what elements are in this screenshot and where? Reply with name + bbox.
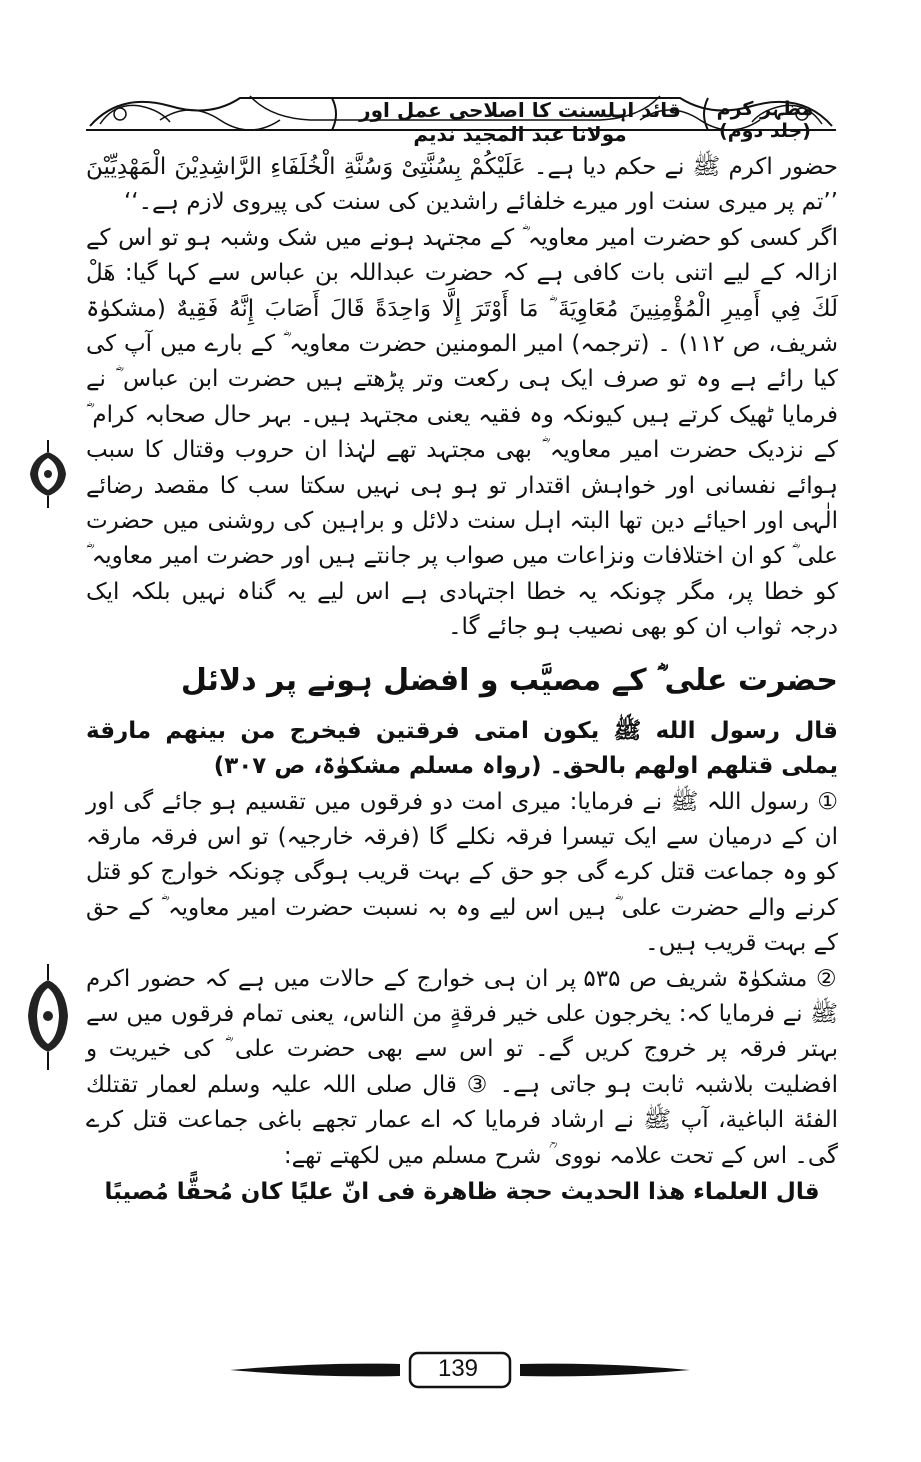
page-body (86, 150, 838, 1210)
page-number: 139 (437, 1355, 479, 1382)
point-two-three: ② مشکوٰۃ شریف ص ۵۳۵ پر ان ہی خوارج کے حالات میں ہے کہ حضور اکرم ﷺ نے فرمایا کہ: یخرجون علی خیر فرقةٍ من الناس، یعنی تمام فرقوں میں سے بہتر فرقہ پر خروج کریں گے۔ تو اس سے بھی حضرت علی ؓ کی خیریت و افضلیت بلاشبہ ثابت ہو جاتی ہے۔ ③ قال صلی اللہ علیہ وسلم لعمار تقتلك الفئة الباغیة، آپ ﷺ نے ارشاد فرمایا کہ اے عمار تجھے باغی جماعت قتل کرے گی۔ اس کے تحت علامہ نووی ؒ شرح مسلم میں لکھتے تھے: (86, 965, 838, 1169)
section-heading: حضرت علی ؓ کے مصیَّب و افضل ہونے پر دلائل (180, 662, 838, 698)
hadith-quote: قال رسول الله ﷺ یکون امتی فرقتین فیخرج من بینهم مارقة یملی قتلهم اولهم بالحق۔ (رواہ مسلم مشکوٰۃ، ص ۳۰۷) (86, 717, 838, 780)
paragraph-opening: حضور اکرم ﷺ نے حکم دیا ہے۔ عَلَیْکُمْ بِسُنَّتِیْ وَسُنَّةِ الْخُلَفَاءِ الرَّاشِدِیْنَ الْمَهْدِیِّیْنَ ’’تم پر میری سنت اور میرے خلفائے راشدین کی سنت کی پیروی لازم ہے۔‘‘ (86, 154, 838, 216)
paragraph-ijtihad: اگر کسی کو حضرت امیر معاویہ ؓ کے مجتہد ہونے میں شک وشبہ ہو تو اس کے ازالہ کے لیے اتنی بات کافی ہے کہ حضرت عبداللہ بن عباس سے کہا گیا: هَلْ لَكَ فِي أَمِيرِ الْمُؤْمِنِينَ مُعَاوِيَةَ ؓ مَا أَوْتَرَ إِلَّا وَاحِدَةً قَالَ أَصَابَ إِنَّهُ فَقِيهٌ (مشکوٰۃ شریف، ص ۱۱۲) ۔ (ترجمہ) امیر المومنین حضرت معاویہ ؓ کے بارے میں آپ کی کیا رائے ہے وہ تو صرف ایک ہی رکعت وتر پڑھتے ہیں حضرت ابن عباس ؓ نے فرمایا ٹھیک کرتے ہیں کیونکہ وہ فقیہ یعنی مجتہد ہیں۔ بہر حال صحابہ کرام ؓ کے نزدیک حضرت امیر معاویہ ؓ بھی مجتہد تھے لہٰذا ان حروب وقتال کا سبب ہوائے نفسانی اور خواہش اقتدار تو ہو ہی نہیں سکتا سب کا مقصد رضائے الٰہی اور احیائے دین تھا البتہ اہل سنت دلائل و براہین کی روشنی میں حضرت علی ؓ کو ان اختلافات ونزاعات میں صواب پر جانتے ہیں اور حضرت امیر معاویہ ؓ کو خطا پر، مگر چونکہ یہ خطا اجتہادی ہے اس لیے یہ گناہ نہیں بلکہ ایک درجہ ثواب ان کو بھی نصیب ہو جائے گا۔ (86, 224, 838, 641)
point-one: ① رسول اللہ ﷺ نے فرمایا: میری امت دو فرقوں میں تقسیم ہو جائے گی اور ان کے درمیان سے ایک تیسرا فرقہ نکلے گا (فرقہ خارجیہ) تو اس فرقہ مارقہ کو وہ جماعت قتل کرے گی جو حق کے بہت قریب ہوگی چونکہ خوارج کو قتل کرنے والے حضرت علی ؓ ہیں اس لیے وہ بہ نسبت حضرت امیر معاویہ ؓ کے حق کے بہت قریب ہیں۔ (86, 788, 838, 957)
closing-arabic-quote: قال العلماء هذا الحدیث حجة ظاهرة فی انّ علیًا کان مُحقًّا مُصیبًا (104, 1178, 820, 1205)
page-header (80, 84, 842, 144)
margin-ornament-bottom (26, 962, 70, 1072)
running-header-title: قائد اہلسنت کا اصلاحی عمل اور مولانا عبد المجید ندیم (359, 98, 681, 146)
running-header-volume: مظہر کرم (جلد دوم) (716, 98, 814, 142)
margin-ornament-top (26, 438, 70, 510)
